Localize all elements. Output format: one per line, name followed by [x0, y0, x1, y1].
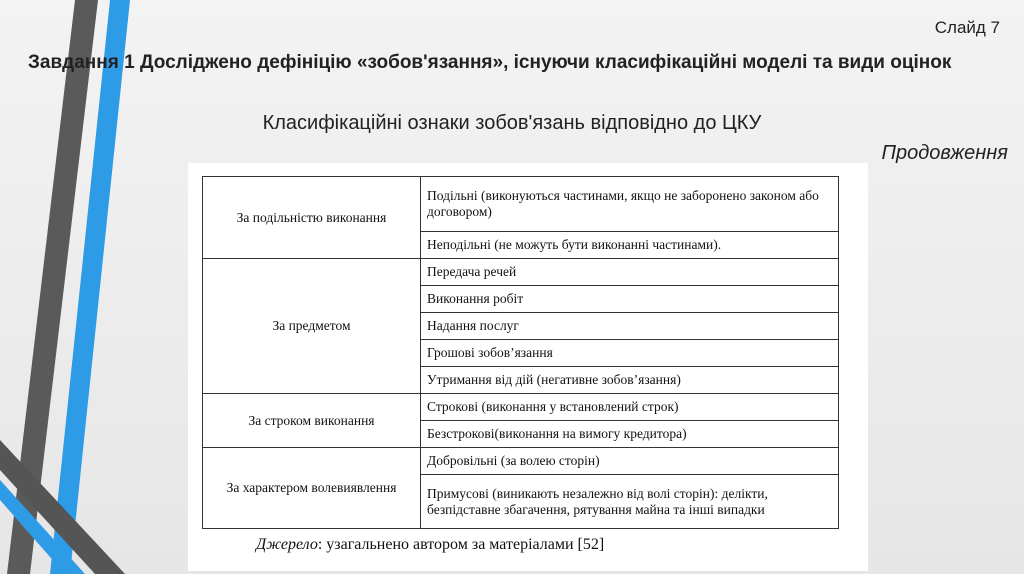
source-label: Джерело — [256, 536, 318, 553]
item-cell: Безстрокові(виконання на вимогу кредитора) — [421, 421, 839, 448]
item-cell: Неподільні (не можуть бути виконанні частинами). — [421, 232, 839, 259]
item-cell: Утримання від дій (негативне зобов’язання) — [421, 367, 839, 394]
category-cell: За строком виконання — [203, 394, 421, 448]
item-cell: Надання послуг — [421, 313, 839, 340]
category-cell: За характером волевиявлення — [203, 448, 421, 529]
table-panel — [188, 163, 868, 571]
source-note — [256, 536, 604, 554]
item-cell: Подільні (виконуються частинами, якщо не заборонено законом або договором) — [421, 177, 839, 232]
decorative-stripes — [0, 0, 200, 574]
source-text: : узагальнено автором за матеріалами [52] — [317, 536, 605, 553]
slide-number: Слайд 7 — [934, 18, 1000, 37]
continued-label: Продовження — [881, 142, 1008, 164]
item-cell: Добровільні (за волею сторін) — [421, 448, 839, 475]
item-cell: Виконання робіт — [421, 286, 839, 313]
category-cell: За подільністю виконання — [203, 177, 421, 259]
item-cell: Передача речей — [421, 259, 839, 286]
item-cell: Строкові (виконання у встановлений строк) — [421, 394, 839, 421]
classification-table — [202, 176, 839, 529]
slide-title: Завдання 1 Досліджено дефініцію «зобов'язання», існуючи класифікаційні моделі та види оцінок — [28, 52, 952, 73]
category-cell: За предметом — [203, 259, 421, 394]
item-cell: Грошові зобов’язання — [421, 340, 839, 367]
item-cell: Примусові (виникають незалежно від волі сторін): делікти, безпідставне збагачення, рятування майна та інші випадки — [421, 475, 839, 529]
slide-subtitle: Класифікаційні ознаки зобов'язань відповідно до ЦКУ — [262, 112, 762, 134]
